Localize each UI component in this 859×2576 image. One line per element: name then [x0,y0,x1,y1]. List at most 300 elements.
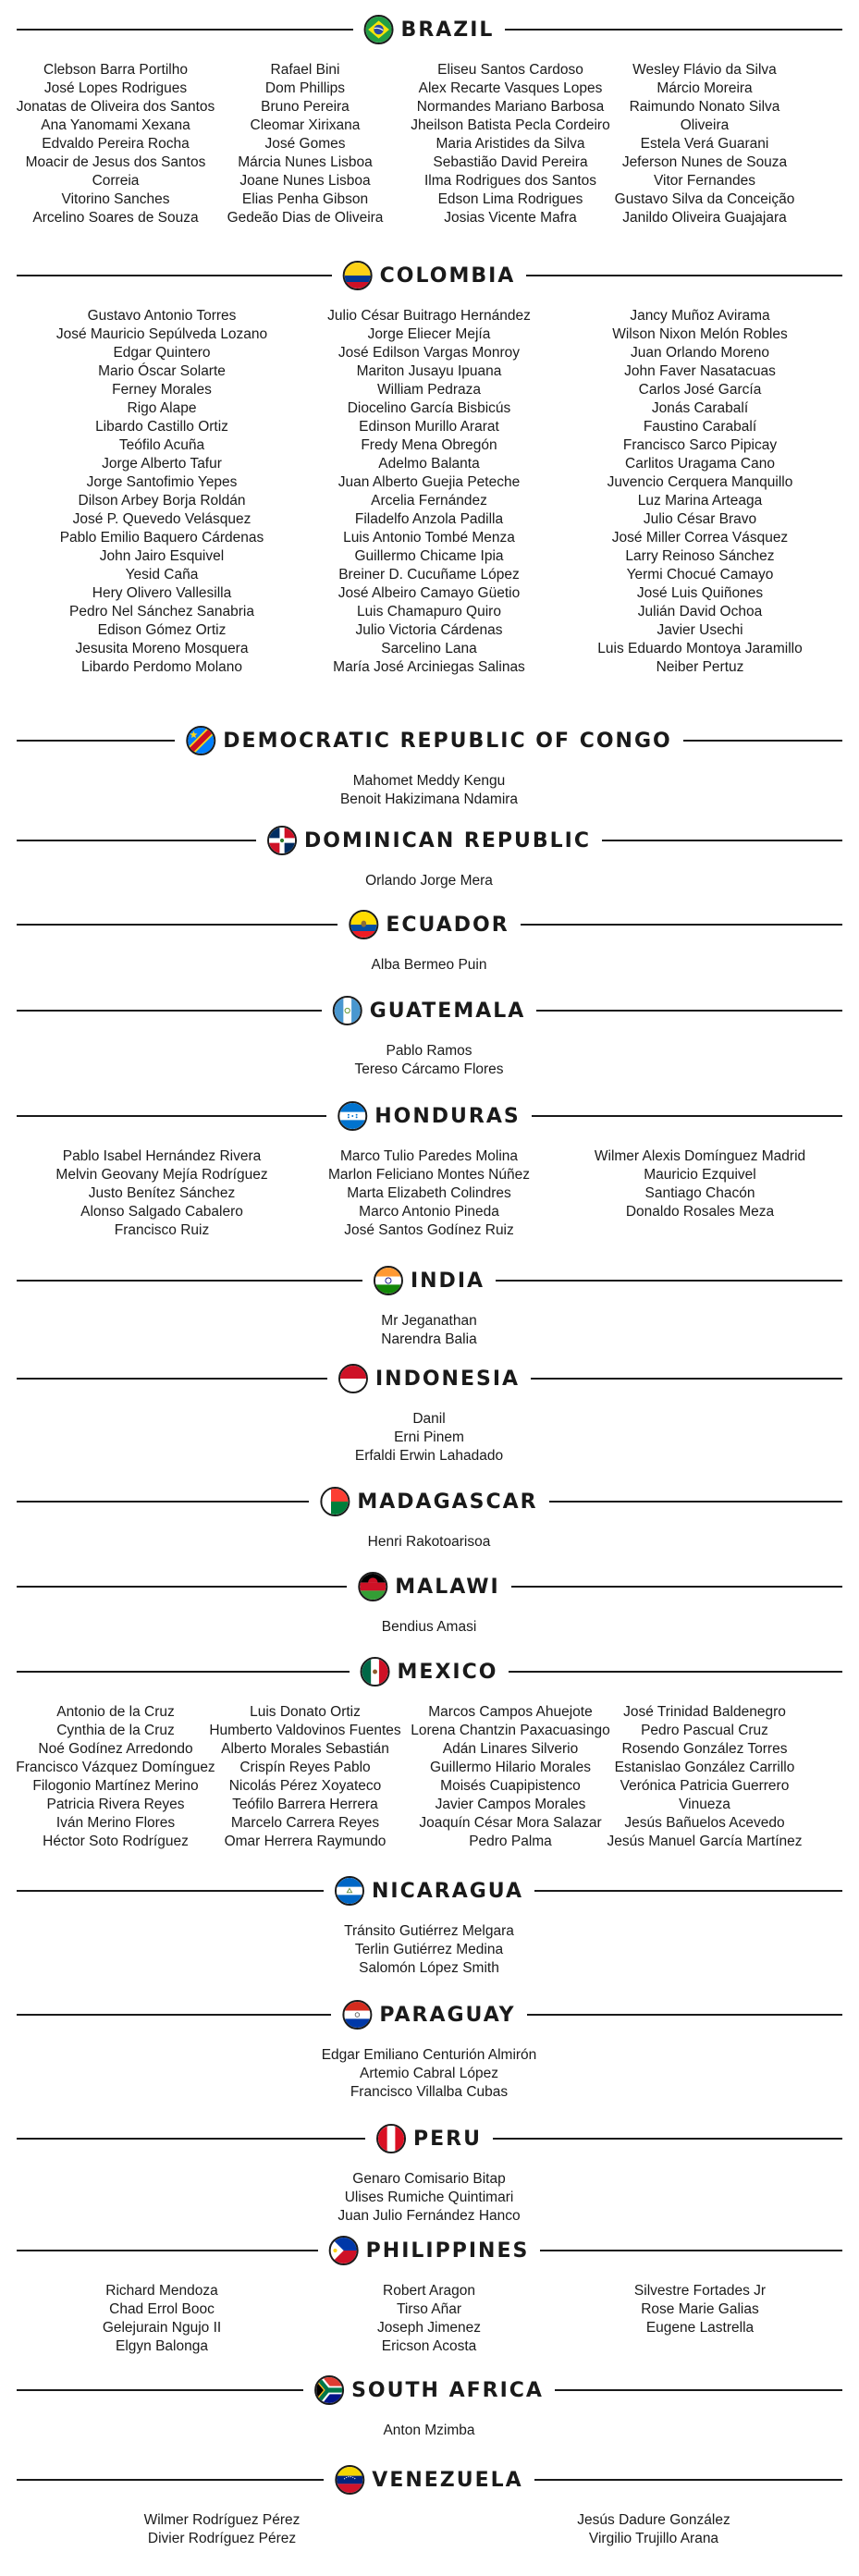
divider-line-left [17,1501,309,1503]
country-heading [376,2122,482,2155]
person-name: Sebastião David Pereira [433,154,588,170]
person-name: Gustavo Antonio Torres [87,308,237,324]
divider-line-left [17,29,353,31]
person-name: Tereso Cárcamo Flores [354,1061,504,1077]
person-name: Virgilio Trujillo Arana [588,2531,719,2546]
person-name: Hery Olivero Vallesilla [92,585,232,601]
person-name: Neiber Pertuz [656,659,744,675]
country-heading [186,724,671,757]
person-name: Richard Mendoza [105,2283,218,2299]
country-name: VENEZUELA [372,2468,523,2492]
divider-line-left [17,2138,365,2140]
person-name: Juan Alberto Guejia Peteche [337,474,521,490]
person-name: Carlitos Uragama Cano [625,456,775,472]
person-name: Faustino Carabalí [643,419,757,435]
person-name: Pedro Nel Sánchez Sanabria [69,604,254,619]
person-name: Jonatas de Oliveira dos Santos [16,99,215,115]
person-name: Edinson Murillo Ararat [359,419,499,435]
person-name: Iván Merino Flores [55,1815,176,1831]
divider-line-left [17,2250,318,2251]
person-name: José Albeiro Camayo Güetio [337,585,521,601]
name-column [382,1618,477,1637]
person-name: Ericson Acosta [381,2338,477,2354]
person-name: Francisco Vázquez Domínguez [16,1760,215,1775]
section-header [0,824,859,857]
person-name: Antonio de la Cruz [56,1704,175,1720]
divider-line-right [531,1378,842,1380]
person-name: José Edilson Vargas Monroy [337,345,521,361]
india-flag-icon [374,1266,403,1295]
section-header [0,908,859,941]
person-name: Dom Phillips [264,80,346,96]
person-name: Marlon Feliciano Montes Núñez [328,1167,530,1183]
divider-line-right [526,275,842,276]
divider-line-right [511,1586,842,1588]
section-header [0,1655,859,1688]
person-name: Patricia Rivera Reyes [46,1797,185,1812]
person-name: Estanislao González Carrillo [614,1760,795,1775]
person-name: José Santos Godínez Ruiz [344,1222,514,1238]
person-name: Jonás Carabalí [651,400,749,416]
person-name: Verónica Patricia Guerrero [620,1778,790,1794]
name-column [327,307,531,677]
person-name: Alex Recarte Vasques Lopes [418,80,603,96]
section-header [0,1998,859,2031]
person-name: Narendra Balia [381,1331,477,1347]
person-name: Alberto Morales Sebastián [221,1741,389,1757]
person-name: Mariton Jusayu Ipuana [356,363,502,379]
person-name: Elgyn Balonga [116,2338,208,2354]
guatemala-flag-icon [333,996,362,1025]
person-name: Marcelo Carrera Reyes [230,1815,380,1831]
divider-line-left [17,740,175,742]
person-name: José Miller Correa Vásquez [611,530,789,546]
country-name: MALAWI [395,1575,500,1599]
divider-line-left [17,275,332,276]
person-name: Julián David Ochoa [637,604,763,619]
divider-line-left [17,1890,324,1892]
person-name: Edgar Emiliano Centurión Almirón [321,2047,537,2063]
person-name: Henri Rakotoarisoa [367,1534,491,1550]
person-name: Eliseu Santos Cardoso [437,62,583,78]
person-name: Noé Godínez Arredondo [38,1741,193,1757]
person-name: Carlos José García [638,382,762,398]
person-name: Edgar Quintero [113,345,211,361]
name-column [615,61,795,227]
person-name: Teófilo Acuña [118,437,205,453]
person-name: John Jairo Esquivel [99,548,225,564]
country-name: INDIA [410,1269,485,1293]
divider-line-right [509,1671,842,1673]
person-name: Juan Julio Fernández Hanco [337,2208,521,2224]
divider-line-right [521,924,842,926]
section-header [0,2463,859,2496]
person-name: Alonso Salgado Cabalero [80,1204,243,1220]
person-name: Fredy Mena Obregón [361,437,497,453]
divider-line-right [505,29,842,31]
person-name: Jorge Alberto Tafur [102,456,222,472]
person-name: Estela Verá Guarani [640,136,769,152]
name-column [577,2511,730,2548]
country-heading [335,1874,523,1907]
nicaragua-flag-icon [335,1876,364,1906]
country-name: DOMINICAN REPUBLIC [304,828,591,853]
person-name: Santiago Chacón [644,1185,755,1201]
person-name: Yermi Chocué Camayo [626,567,774,583]
name-column [354,1042,503,1079]
person-name: Lorena Chantzin Paxacuasingo [411,1723,610,1738]
person-name: Rose Marie Galias [641,2301,759,2317]
divider-line-left [17,2389,303,2391]
section-header [0,724,859,757]
person-name: Héctor Soto Rodríguez [43,1834,189,1849]
person-name: Jancy Muñoz Avirama [630,308,770,324]
section-header [0,2122,859,2155]
name-column [144,2511,301,2548]
country-name: PARAGUAY [379,2003,516,2027]
country-name: SOUTH AFRICA [351,2378,544,2402]
country-heading [338,1362,520,1395]
person-name: Pablo Isabel Hernández Rivera [62,1148,262,1164]
name-column [55,1147,267,1240]
person-name: Juan Orlando Moreno [631,345,769,361]
name-column [368,1533,491,1552]
person-name: Cynthia de la Cruz [56,1723,175,1738]
divider-line-left [17,924,337,926]
name-column [344,1922,514,1978]
section-header [0,2374,859,2407]
person-name: Anton Mzimba [383,2423,475,2438]
person-name: Bendius Amasi [381,1619,477,1635]
name-column [365,872,493,890]
person-name: Elias Penha Gibson [241,191,369,207]
name-column [17,61,215,227]
paraguay-flag-icon [342,2000,372,2030]
person-name: Luis Eduardo Montoya Jaramillo [597,641,803,656]
person-name: Yesid Caña [125,567,199,583]
person-name: José Gomes [264,136,346,152]
name-column [383,2422,474,2440]
person-name: José Mauricio Sepúlveda Lozano [55,326,268,342]
person-name: Pedro Pascual Cruz [641,1723,768,1738]
person-name: Cleomar Xirixana [250,117,361,133]
person-name: William Pedraza [377,382,481,398]
name-column [607,1703,802,1851]
name-column [411,61,609,227]
divider-line-right [496,1280,842,1282]
name-column [381,1312,476,1349]
honduras-flag-icon [337,1101,367,1131]
person-name: Jesús Dadure González [577,2512,730,2528]
person-name: Joseph Jimenez [376,2320,482,2336]
person-name: Benoit Hakizimana Ndamira [339,791,519,807]
ecuador-flag-icon [349,910,378,939]
person-name: Orlando Jorge Mera [365,873,493,889]
person-name: Vitor Fernandes [654,173,755,189]
person-name: Crispín Reyes Pablo [239,1760,371,1775]
person-name: Erfaldi Erwin Lahadado [354,1448,504,1464]
person-name: Dilson Arbey Borja Roldán [78,493,246,509]
person-name: Vinueza [679,1797,730,1812]
person-name: Rosendo González Torres [621,1741,788,1757]
person-name: Pedro Palma [469,1834,552,1849]
person-name: Jesusita Moreno Mosquera [75,641,249,656]
section-header [0,259,859,292]
person-name: Márcia Nunes Lisboa [238,154,373,170]
person-name: Raimundo Nonato Silva [629,99,780,115]
divider-line-left [17,1586,347,1588]
country-name: GUATEMALA [369,999,526,1023]
person-name: Adelmo Balanta [378,456,480,472]
divider-line-right [536,1010,842,1012]
person-name: Wilmer Alexis Domínguez Madrid [594,1148,806,1164]
person-name: José Lopes Rodrigues [43,80,188,96]
person-name: Pablo Ramos [386,1043,472,1059]
name-column [595,1147,805,1221]
country-heading [358,1570,499,1603]
person-name: Luis Donato Ortiz [250,1704,361,1720]
divider-line-right [540,2250,842,2251]
person-name: José Trinidad Baldenegro [623,1704,786,1720]
person-name: Chad Errol Booc [109,2301,215,2317]
person-name: Marta Elizabeth Colindres [347,1185,511,1201]
person-name: Julio Victoria Cárdenas [355,622,503,638]
person-name: Moisés Cuapipistenco [440,1778,581,1794]
person-name: Moacir de Jesus dos Santos [25,154,206,170]
name-column [56,307,267,677]
section-header [0,1570,859,1603]
divider-line-right [555,2389,842,2391]
name-column [372,956,487,975]
name-column [634,2282,766,2337]
country-heading [337,1099,520,1133]
person-name: Filogonio Martínez Merino [32,1778,199,1794]
country-heading [342,1998,515,2031]
person-name: José Luis Quiñones [636,585,764,601]
person-name: Mr Jeganathan [381,1313,477,1329]
person-name: Josias Vicente Mafra [444,210,577,226]
indonesia-flag-icon [338,1364,368,1393]
person-name: Gedeão Dias de Oliveira [227,210,384,226]
name-column [322,2046,537,2102]
person-name: Mahomet Meddy Kengu [352,773,506,789]
name-column [103,2282,221,2356]
south-africa-flag-icon [314,2375,344,2405]
country-heading [343,259,516,292]
person-name: Mario Óscar Solarte [98,363,226,379]
person-name: Correia [92,173,140,189]
country-heading [333,994,526,1027]
country-heading [364,13,495,46]
person-name: Edvaldo Pereira Rocha [42,136,190,152]
person-name: Francisco Sarco Pipicay [622,437,778,453]
person-name: Danil [412,1411,446,1427]
person-name: María José Arciniegas Salinas [333,659,525,675]
person-name: Clebson Barra Portilho [43,62,188,78]
person-name: Joane Nunes Lisboa [239,173,371,189]
divider-line-left [17,1378,327,1380]
person-name: Sarcelino Lana [381,641,477,656]
person-name: Luis Chamapuro Quiro [357,604,501,619]
country-heading [374,1264,485,1297]
name-column [355,1410,503,1466]
country-name: PERU [413,2127,482,2151]
name-column [209,1703,400,1851]
name-column [16,1703,215,1851]
name-column [411,1703,609,1851]
person-name: Larry Reinoso Sánchez [625,548,775,564]
colombia-flag-icon [343,261,373,290]
person-name: Jorge Eliecer Mejía [367,326,491,342]
person-name: Filadelfo Anzola Padilla [354,511,504,527]
section-header [0,1874,859,1907]
person-name: Silvestre Fortades Jr [633,2283,767,2299]
divider-line-right [683,740,842,742]
person-name: Justo Benítez Sánchez [88,1185,236,1201]
person-name: Luz Marina Arteaga [637,493,763,509]
dominican-republic-flag-icon [267,826,297,855]
person-name: Jesús Bañuelos Acevedo [624,1815,785,1831]
divider-line-left [17,1010,322,1012]
person-name: Edson Lima Rodrigues [437,191,583,207]
divider-line-left [17,1280,362,1282]
person-name: Jesús Manuel García Martínez [607,1834,803,1849]
person-name: Melvin Geovany Mejía Rodríguez [55,1167,268,1183]
divider-line-left [17,2479,324,2481]
country-heading [314,2374,544,2407]
divider-line-right [602,840,842,841]
country-name: DEMOCRATIC REPUBLIC OF CONGO [223,729,672,753]
person-name: Guillermo Chicame Ipia [354,548,504,564]
divider-line-right [532,1115,842,1117]
person-name: Mauricio Ezquivel [644,1167,756,1183]
person-name: Salomón López Smith [359,1960,499,1976]
divider-line-left [17,840,256,841]
person-name: Rafael Bini [270,62,340,78]
name-column [227,61,384,227]
person-name: Normandes Mariano Barbosa [416,99,605,115]
country-heading [267,824,591,857]
mexico-flag-icon [361,1657,390,1687]
person-name: Alba Bermeo Puin [371,957,487,973]
person-name: Marco Tulio Paredes Molina [339,1148,519,1164]
name-column [340,772,518,809]
person-name: Jeferson Nunes de Souza [621,154,788,170]
country-heading [361,1655,498,1688]
person-name: Wilson Nixon Melón Robles [612,326,788,342]
country-heading [320,1485,537,1518]
section-header [0,1485,859,1518]
malawi-flag-icon [358,1572,387,1601]
section-header [0,1099,859,1133]
divider-line-right [527,2014,842,2016]
divider-line-right [534,1890,842,1892]
person-name: Genaro Comisario Bitap [352,2171,506,2187]
person-name: Vitorino Sanches [61,191,170,207]
venezuela-flag-icon [335,2465,364,2495]
country-heading [335,2463,522,2496]
drc-flag-icon [186,726,215,755]
person-name: Nicolás Pérez Xoyateco [228,1778,382,1794]
person-name: Julio César Bravo [643,511,757,527]
section-header [0,994,859,1027]
person-name: Javier Campos Morales [435,1797,586,1812]
person-name: Divier Rodríguez Pérez [147,2531,297,2546]
country-heading [349,908,509,941]
person-name: Ulises Rumiche Quintimari [344,2190,514,2205]
person-name: Gustavo Silva da Conceição [614,191,795,207]
divider-line-right [493,2138,842,2140]
person-name: Janildo Oliveira Guajajara [622,210,787,226]
person-name: Ana Yanomami Xexana [41,117,190,133]
person-name: Luis Antonio Tombé Menza [343,530,515,546]
person-name: Jheilson Batista Pecla Cordeiro [411,117,610,133]
person-name: Guillermo Hilario Morales [430,1760,591,1775]
country-name: MADAGASCAR [357,1490,538,1514]
name-column [328,1147,530,1240]
person-name: Terlin Gutiérrez Medina [354,1942,504,1957]
person-name: Maria Aristides da Silva [436,136,585,152]
person-name: Breiner D. Cucuñame López [338,567,520,583]
person-name: Márcio Moreira [657,80,753,96]
country-name: BRAZIL [400,18,495,42]
person-name: Marco Antonio Pineda [359,1204,499,1220]
section-header [0,1362,859,1395]
country-name: ECUADOR [386,913,509,937]
person-name: Ilma Rodrigues dos Santos [423,173,597,189]
person-name: Adán Linares Silverio [442,1741,579,1757]
person-name: Erni Pinem [394,1429,464,1445]
divider-line-left [17,1115,326,1117]
name-column [597,307,802,677]
person-name: Bruno Pereira [261,99,350,115]
divider-line-right [549,1501,842,1503]
person-name: Arcelino Soares de Souza [32,210,199,226]
country-name: INDONESIA [374,1367,521,1391]
country-name: NICARAGUA [371,1879,524,1903]
country-name: PHILIPPINES [365,2239,530,2263]
section-header [0,2234,859,2267]
section-header [0,13,859,46]
person-name: Francisco Villalba Cubas [350,2084,509,2100]
person-name: Artemio Cabral López [360,2066,498,2081]
person-name: Arcelia Fernández [371,493,487,509]
divider-line-left [17,2014,331,2016]
person-name: Humberto Valdovinos Fuentes [209,1723,401,1738]
person-name: Marcos Campos Ahuejote [428,1704,593,1720]
person-name: Robert Aragon [383,2283,475,2299]
person-name: Pablo Emilio Baquero Cárdenas [59,530,264,546]
person-name: Javier Usechi [657,622,743,638]
person-name: Tránsito Gutiérrez Melgara [344,1923,514,1939]
person-name: Eugene Lastrella [645,2320,755,2336]
person-name: Wesley Flávio da Silva [632,62,777,78]
philippines-flag-icon [329,2236,359,2265]
person-name: Joaquín César Mora Salazar [419,1815,602,1831]
section-header [0,1264,859,1297]
person-name: Juvencio Cerquera Manquillo [607,474,793,490]
person-name: Edison Gómez Ortiz [97,622,227,638]
name-column [377,2282,481,2356]
country-heading [329,2234,530,2267]
person-name: Oliveira [680,117,730,133]
person-name: Ferney Morales [112,382,212,398]
person-name: José P. Quevedo Velásquez [72,511,252,527]
person-name: Rigo Alape [127,400,197,416]
person-name: Wilmer Rodríguez Pérez [143,2512,301,2528]
person-name: Julio César Buitrago Hernández [327,308,531,324]
person-name: Donaldo Rosales Meza [625,1204,775,1220]
